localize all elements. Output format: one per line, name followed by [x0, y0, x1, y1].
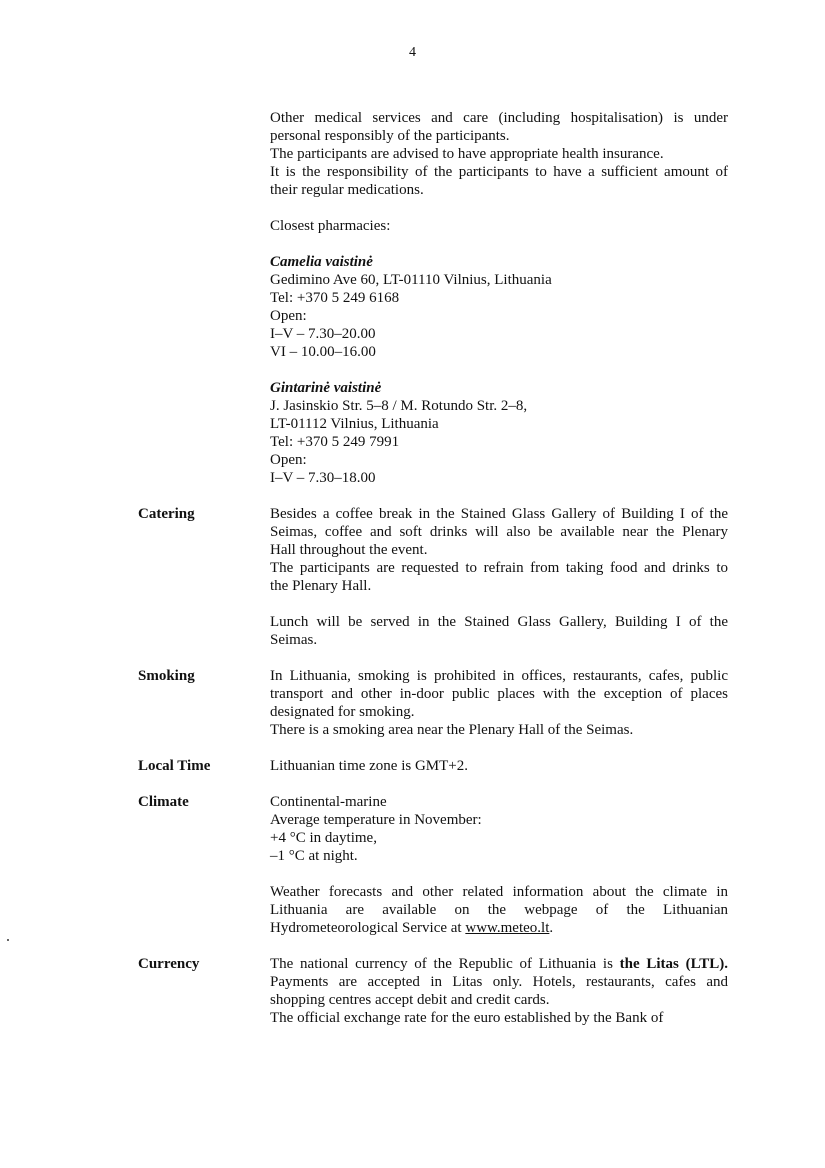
climate-text-line: Average temperature in November: [270, 812, 482, 828]
climate-text-line [270, 919, 728, 937]
page-number: 4 [409, 45, 416, 60]
climate-text: . [549, 920, 554, 936]
medical-text-line: their regular medications. [270, 182, 424, 198]
smoking-text-line: designated for smoking. [270, 704, 415, 720]
catering-text-line: Seimas. [270, 632, 318, 648]
smoking-label: Smoking [138, 668, 195, 684]
climate-label: Climate [138, 794, 189, 810]
pharmacy-open: Open: [270, 308, 307, 324]
local-time-text: Lithuanian time zone is GMT+2. [270, 758, 469, 774]
pharmacy-name: Gintarinė vaistinė [270, 380, 382, 396]
pharmacy-hours: I–V – 7.30–18.00 [270, 470, 376, 486]
climate-text-line: –1 °C at night. [270, 848, 358, 864]
pharmacy-address: Gedimino Ave 60, LT-01110 Vilnius, Lithuania [270, 272, 552, 288]
catering-text-line: Lunch will be served in the Stained Glass Gallery, Building I of the [270, 614, 728, 630]
local-time-label: Local Time [138, 758, 211, 774]
catering-text-line: Hall throughout the event. [270, 542, 428, 558]
currency-body [270, 955, 728, 1027]
climate-text-line: Continental-marine [270, 794, 387, 810]
pharmacy-address: LT-01112 Vilnius, Lithuania [270, 416, 439, 432]
climate-text: Hydrometeorological Service at [270, 920, 466, 936]
smoking-body [270, 667, 728, 739]
medical-text-line: It is the responsibility of the participants to have a sufficient amount of [270, 164, 728, 180]
meteo-link[interactable]: www.meteo.lt [465, 920, 550, 936]
currency-text-line: Payments are accepted in Litas only. Hotels, restaurants, cafes and [270, 974, 728, 990]
pharmacy-address: J. Jasinskio Str. 5–8 / M. Rotundo Str. 2–8, [270, 398, 528, 414]
catering-body [270, 505, 728, 649]
pharmacy-hours: VI – 10.00–16.00 [270, 344, 376, 360]
pharmacy-hours: I–V – 7.30–20.00 [270, 326, 376, 342]
currency-text-line: The official exchange rate for the euro established by the Bank of [270, 1010, 664, 1026]
currency-text-line [270, 955, 728, 973]
medical-text-line: personal responsibly of the participants. [270, 128, 510, 144]
pharmacy-tel: Tel: +370 5 249 6168 [270, 290, 400, 306]
medical-text-line: The participants are advised to have appropriate health insurance. [270, 146, 664, 162]
currency-label: Currency [138, 956, 200, 972]
climate-text-line: Lithuania are available on the webpage of the Lithuanian [270, 902, 728, 918]
climate-text-line: Weather forecasts and other related information about the climate in [270, 884, 728, 900]
climate-text-line: +4 °C in daytime, [270, 830, 377, 846]
pharmacy-name: Camelia vaistinė [270, 254, 373, 270]
currency-text-line: shopping centres accept debit and credit cards. [270, 992, 550, 1008]
medical-body [270, 109, 728, 487]
catering-label: Catering [138, 506, 195, 522]
catering-text-line: the Plenary Hall. [270, 578, 372, 594]
pharmacy-open: Open: [270, 452, 307, 468]
pharmacies-heading: Closest pharmacies: [270, 218, 391, 234]
smoking-text-line: transport and other in-door public places with the exception of places [270, 686, 728, 702]
currency-text: The national currency of the Republic of Lithuania is [270, 956, 620, 972]
smoking-text-line: In Lithuania, smoking is prohibited in offices, restaurants, cafes, public [270, 668, 728, 684]
climate-body [270, 793, 728, 937]
catering-text-line: The participants are requested to refrain from taking food and drinks to [270, 560, 728, 576]
scan-speck [7, 939, 9, 941]
catering-text-line: Seimas, coffee and soft drinks will also be available near the Plenary [270, 524, 728, 540]
currency-name: the Litas (LTL). [619, 956, 728, 972]
medical-text-line: Other medical services and care (including hospitalisation) is under [270, 110, 728, 126]
catering-text-line: Besides a coffee break in the Stained Glass Gallery of Building I of the [270, 506, 728, 522]
pharmacy-tel: Tel: +370 5 249 7991 [270, 434, 400, 450]
smoking-text-line: There is a smoking area near the Plenary Hall of the Seimas. [270, 722, 634, 738]
local-time-body [270, 757, 728, 775]
